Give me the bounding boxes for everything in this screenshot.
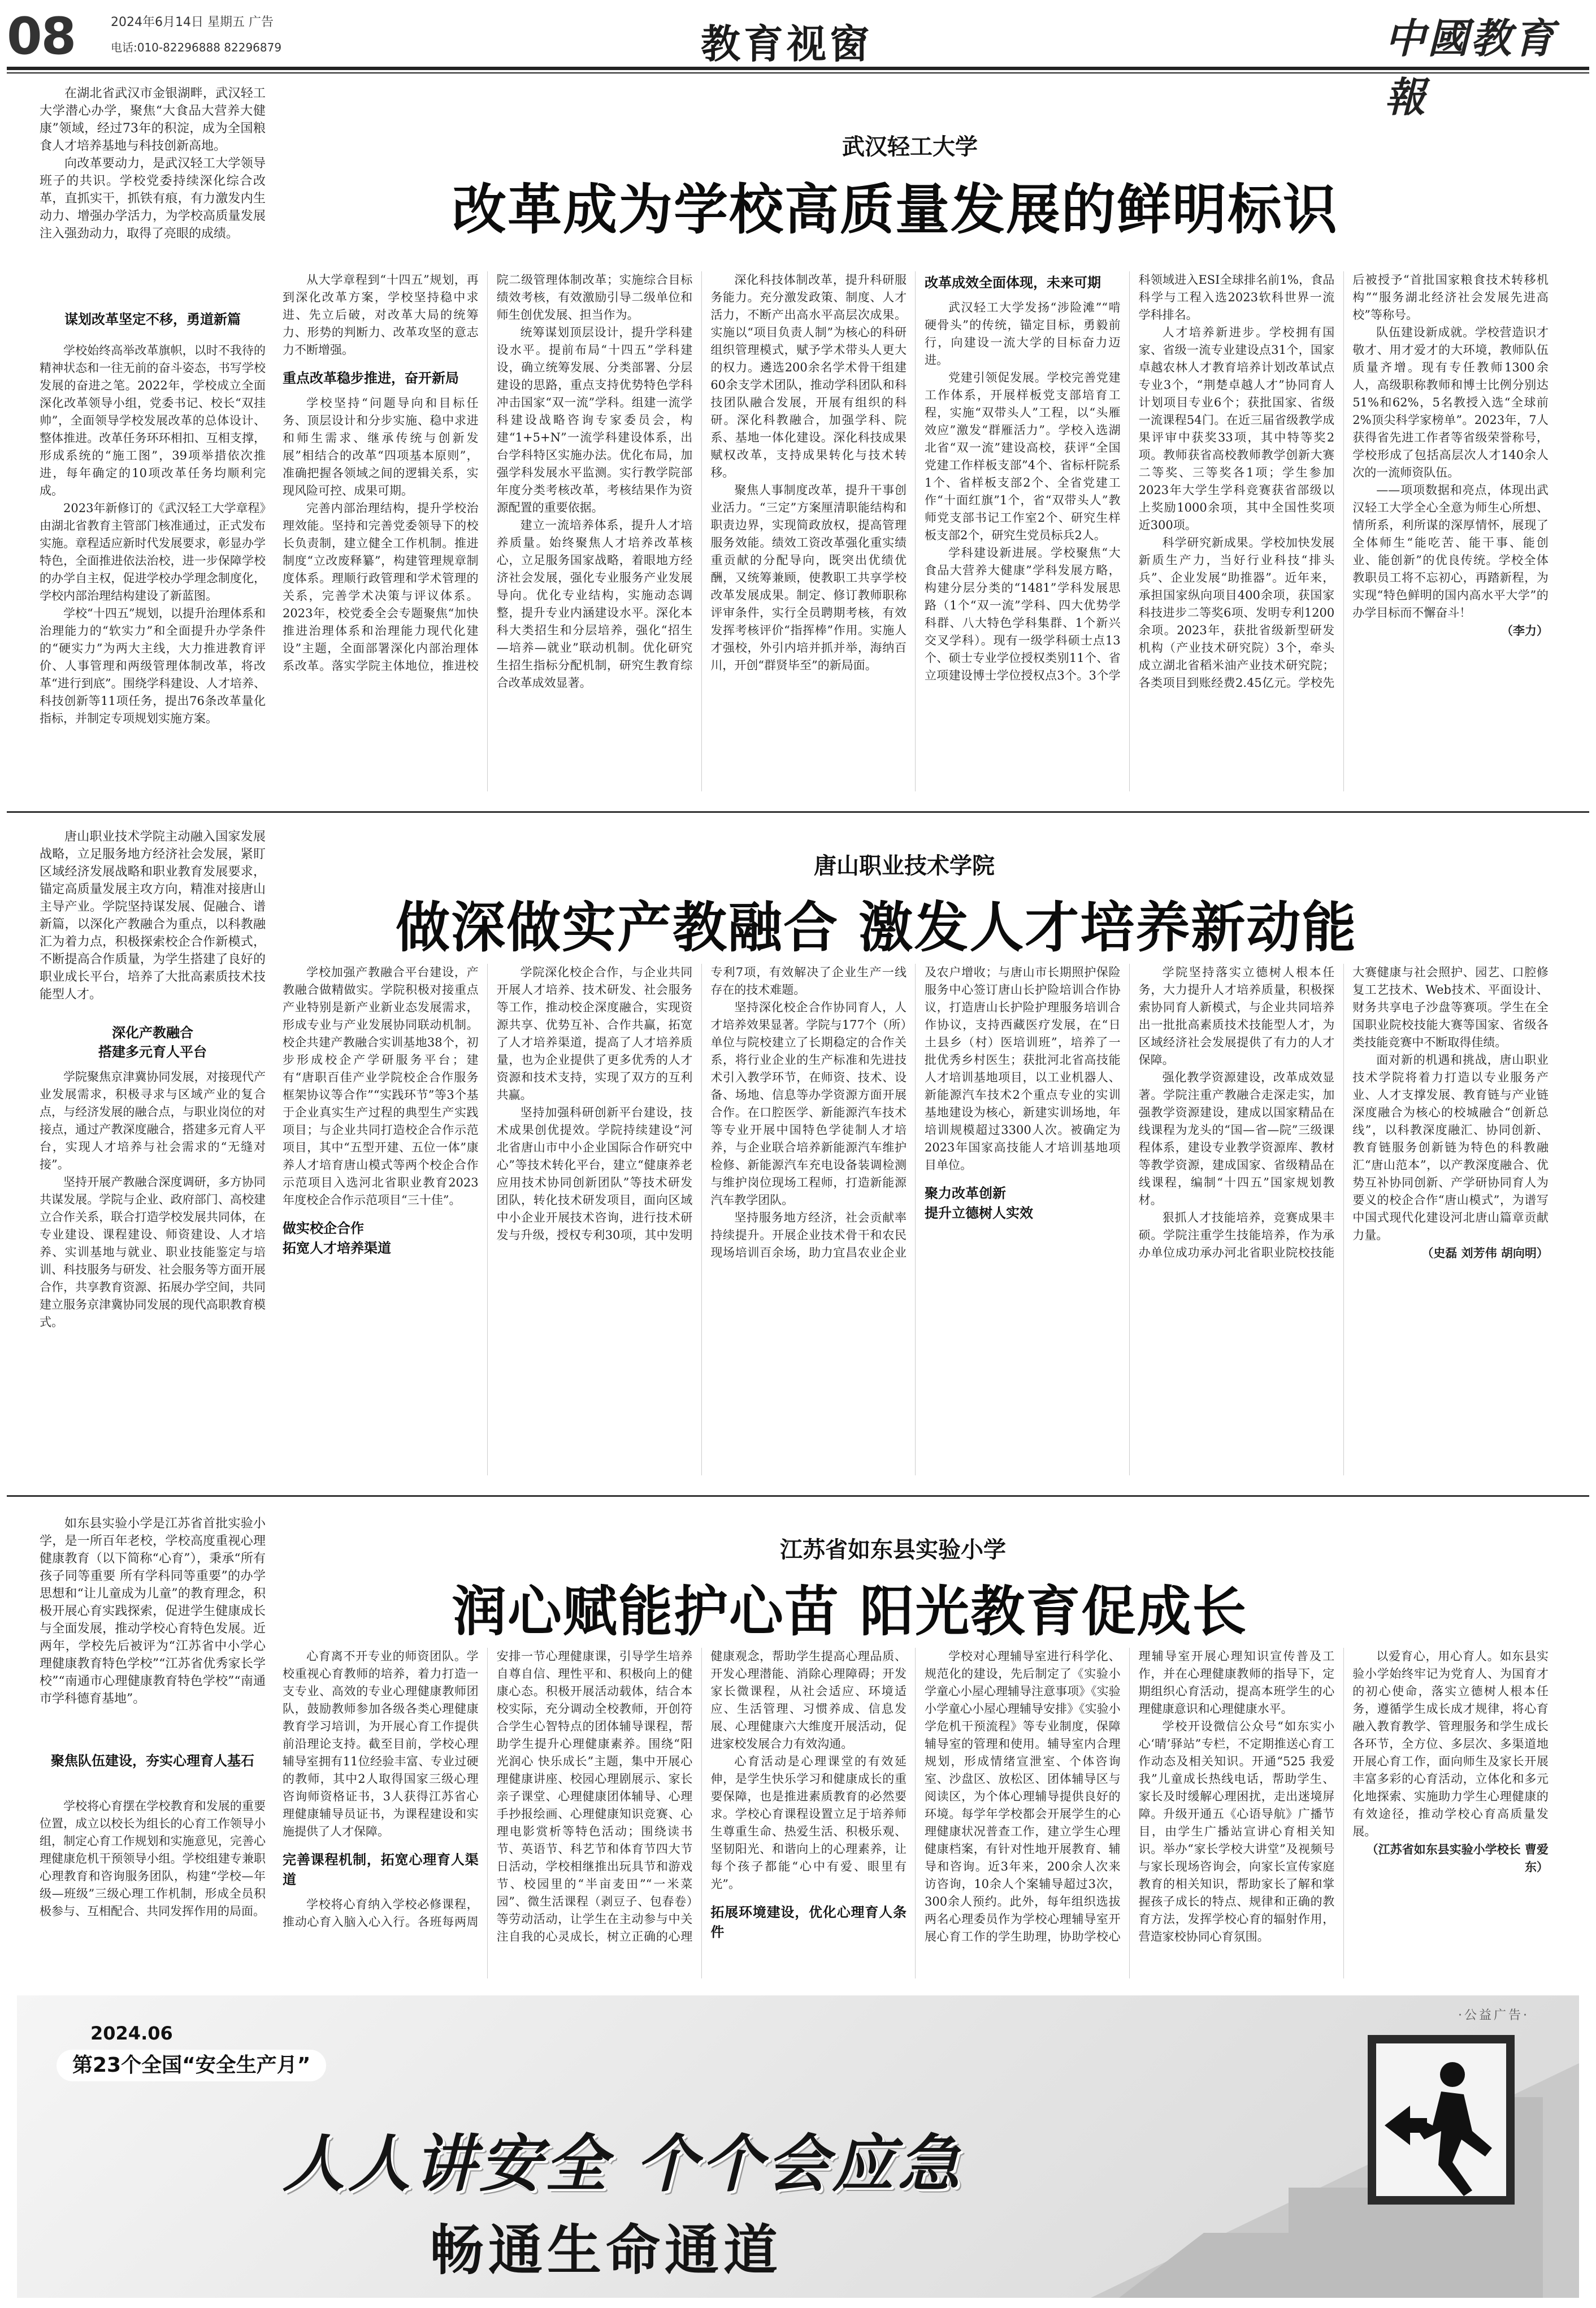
subheading: 聚力改革创新 提升立德树人实效 (924, 1185, 1033, 1221)
paragraph: 坚持加强科研创新平台建设，技术成果创优提效。学院持续建设“河北省唐山市中小企业国际合作研究中心”等技术转化平台，建立“健康养老应用技术协同创新团队”等技术研发团队，转化技术研发项目，面向区域中小企业开展技术咨询，进行技术研发与升级，授权专利30项，其中发明专利7项，有效解决了企业生产一线存在的技术难题。 (496, 965, 907, 1242)
article3-body-lead (40, 1798, 266, 1978)
article1-body (283, 271, 1549, 791)
subheading: 完善课程机制，拓宽心理育人渠道 (283, 1852, 479, 1887)
header-date: 2024年6月14日 星期五 广告 (111, 15, 274, 29)
article1-left-subhead: 谋划改革坚定不移，勇道新篇 (64, 311, 241, 327)
paragraph: 坚持开展产教融合深度调研，多方协同共谋发展。学院与企业、政府部门、高校建立合作关系，联合打造学校发展共同体，在专业建设、课程建设、师资建设、人才培养、实训基地与就业、职业技能鉴定与培训、科技服务与研发、社会服务等方面开展合作，共享教育资源、拓展办学空间，共同建立服务京津冀协同发展的现代高职教育模式。 (40, 1175, 266, 1329)
paragraph: 学校将心育摆在学校教育和发展的重要位置，成立以校长为组长的心育工作领导小组，制定心育工作规划和实施意见，完善心理健康危机干预领导小组。学校组建专兼职心理教育和咨询服务团队，构建“学校—年级—班级”三级心理工作机制，形成全员积极参与、互相配合、共同发挥作用的局面。 (40, 1799, 266, 1918)
paragraph: 建立一流培养体系，提升人才培养质量。始终聚焦人才培养改革核心，立足服务国家战略，着眼地方经济社会发展，强化专业服务产业发展导向。优化专业结构，实施动态调整，提升专业内涵建设水平。深化本科大类招生和分层培养，强化“招生—培养—就业”联动机制。优化研究生招生指标分配机制，研究生教育综合改革成效显著。 (496, 518, 693, 690)
paragraph: 学院坚持落实立德树人根本任务，大力提升人才培养质量，积极探索协同育人新模式，与企业共同培养出一批批高素质技术技能型人才，为区域经济社会发展提供了有力的人才保障。 (1138, 965, 1335, 1067)
section-title: 教育视窗 (701, 21, 873, 67)
article3-left-subhead: 聚焦队伍建设，夯实心理育人基石 (51, 1753, 254, 1769)
newspaper-masthead: 中國教育報 (1385, 14, 1557, 121)
article1-kicker: 武汉轻工大学 (842, 134, 978, 160)
paragraph: 武汉轻工大学发扬“涉险滩”“啃硬骨头”的传统，锚定目标，勇毅前行，向建设一流大学的目标奋力迈进。 (924, 301, 1121, 367)
paragraph: 坚持服务地方经济，社会贡献率持续提升。开展企业技术骨干和农民现场培训百余场，助力宜昌农业企业及农户增收；与唐山市长期照护保险服务中心签订唐山长护险培训合作协议，打造唐山长护险护理服务培训合作协议，支持西藏医疗发展，在“日土县乡（村）医培训班”，培养了一批优秀乡村医生；获批河北省高技能人才培训基地项目，以工业机器人、新能源汽车技术2个重点专业的实训基地建设为核心，新建实训场地，年培训规模超过3300人次。被确定为2023年国家高技能人才培训基地项目单位。 (710, 965, 1121, 1259)
paragraph: 学校坚持“问题导向和目标任务、顶层设计和分步实施、稳中求进和师生需求、继承传统与创新发展”相结合的改革“四项基本原则”，准确把握各领域之间的逻辑关系，实现风险可控、成果可期。 (283, 396, 479, 497)
paragraph: 深化科技体制改革，提升科研服务能力。充分激发政策、制度、人才活力，不断产出高水平高层次成果。实施以“项目负责人制”为核心的科研组织管理模式，赋予学术带头人更大的权力。遴选200余名学术骨干组建60余支学术团队，推动学科团队和科技团队融合发展，开展有组织的科研。深化科教融合，加强学科、院系、基地一体化建设。深化科技成果赋权改革，支持成果转化与技术转移。 (710, 273, 907, 479)
paragraph: 2023年新修订的《武汉轻工大学章程》由湖北省教育主管部门核准通过，正式发布实施。章程适应新时代发展要求，彰显办学特色，全面推进依法治校，进一步保障学校的办学自主权，促进学校办学理念制度化，学校内部治理结构建设了新蓝图。 (40, 501, 266, 603)
subheading: 做实校企合作 拓宽人才培养渠道 (283, 1220, 391, 1256)
paragraph: 学校对心理辅导室进行科学化、规范化的建设，先后制定了《实验小学童心小屋心理辅导注意事项》《实验小学童心小屋心理辅导安排》《实验小学危机干预流程》等专业制度，保障辅导室的管理和使用。辅导室内合理规划，形成情绪宣泄室、个体咨询室、沙盘区、放松区、团体辅导区与阅读区，为个体心理辅导提供良好的环境。每学年学校都会开展学生的心理健康状况普查工作，建立学生心理健康档案，有针对性地开展教育、辅导和咨询。近3年来，200余人次来访咨询，10余人个案辅导超过3次，300余人预约。此外，每年组织选拔两名心理委员作为学校心理辅导室开展心育工作的学生助理，协助学校心理辅导室开展心理知识宣传普及工作，并在心理健康教师的指导下，定期组织心育活动，提高本班学生的心理健康意识和心理健康水平。 (924, 1649, 1335, 1943)
header-rule-thin (7, 72, 1589, 73)
header-phone: 电话:010-82296888 82296879 (111, 41, 282, 54)
subheading: 拓展环境建设，优化心理育人条件 (710, 1904, 907, 1940)
article2-body (283, 964, 1549, 1475)
paragraph: 学校“十四五”规划，以提升治理体系和治理能力的“软实力”和全面提升办学条件的“硬实力”为两大主线，大力推进教育评价、人事管理和两级管理体制改革，将改革“进行到底”。围绕学科建设、人才培养、科技创新等11项任务，提出76条改革量化指标，并制定专项规划实施方案。 (40, 607, 266, 725)
paragraph: ——项项数据和亮点，体现出武汉轻工大学全心全意为师生心所想、情所系，利所谋的深厚情怀，展现了全体师生“能吃苦、能干事、能创业、能创新”的优良传统。学校全体教职员工将不忘初心，再踏新程，为实现“特色鲜明的国内高水平大学”的办学目标而不懈奋斗！ (1352, 483, 1549, 620)
paragraph: 队伍建设新成就。学校营造识才敬才、用才爱才的大环境，教师队伍质量齐增。现有专任教师1300余人，高级职称教师和博士比例分别达51%和62%，5名教授入选“全球前2%顶尖科学家榜单”。2023年，7人获得省先进工作者等省级荣誉称号，学校形成了包括高层次人才140余人次的一流师资队伍。 (1352, 326, 1549, 479)
article2-intro: 唐山职业技术学院主动融入国家发展战略，立足服务地方经济社会发展，紧盯区域经济发展战略和职业教育发展要求，锚定高质量发展主攻方向，精准对接唐山主导产业。学院坚持谋发展、促融合、谱新篇，以深化产教融合为重点，以科教融汇为着力点，积极探索校企合作新模式，不断提高合作质量，为学生搭建了良好的职业成长平台，培养了大批高素质技术技能型人才。 (40, 830, 266, 1002)
article1-body-lead (40, 342, 266, 794)
article3-body (283, 1648, 1549, 1978)
page-number: 08 (7, 7, 76, 66)
article3-kicker: 江苏省如东县实验小学 (780, 1537, 1006, 1563)
article-divider (7, 1495, 1589, 1497)
byline: （江苏省如东县实验小学校长 曹爱东） (1366, 1842, 1549, 1874)
article2-headline: 做深做实产教融合 激发人才培养新动能 (396, 895, 1358, 959)
paragraph: 以爱育心，用心育人。如东县实验小学始终牢记为党育人、为国育才的初心使命，落实立德树人根本任务，遵循学生成长成才规律，将心育融入教育教学、管理服务和学生成长各环节，全方位、多层次、多渠道地开展心育工作，面向师生及家长开展丰富多彩的心育活动，立体化和多元化地探索、实施助力学生心理健康的有效途径，推动学校心育高质量发展。 (1352, 1649, 1549, 1838)
paragraph: 党建引领促发展。学校完善党建工作体系，开展样板党支部培育工程，实施“双带头人”工程，以“头雁效应”激发“群雁活力”。学校入选湖北省“双一流”建设高校，获评“全国党建工作样板支部”4个、省标杆院系1个、省样板支部2个、全省党建工作“十面红旗”1个，省“双带头人”教师党支部书记工作室2个、研究生样板支部2个，研究生党员标兵2人。 (924, 371, 1121, 542)
paragraph: 心育活动是心理课堂的有效延伸，是学生快乐学习和健康成长的重要保障，也是推进素质教育的必然要求。学校心育课程设置立足于培养师生尊重生命、热爱生活、积极乐观、坚韧阳光、和谐向上的心理素养，让每个孩子都能“心中有爱、眼里有光”。 (710, 1755, 907, 1891)
paragraph: 学校开设微信公众号“如东实小心‘晴’驿站”专栏，不定期推送心育工作动态及相关知识。开通“525 我爱我”儿童成长热线电话，帮助学生、家长及时缓解心理困扰，走出迷境屏障。升级开通五《心语导航》广播节目，由学生广播站宣讲心育相关知识。举办“家长学校大讲堂”及视频号与家长现场咨询会，向家长宣传家庭教育的相关知识，帮助家长了解和掌握孩子成长的特点、规律和正确的教育方法，发挥学校心育的辐射作用，营造家校协同心育氛围。 (1138, 1720, 1335, 1943)
ad-slogan-main: 人人讲安全 个个会应急 (283, 2128, 964, 2200)
paragraph: 坚持深化校企合作协同育人，人才培养效果显著。学院与177个（所）单位与院校建立了长期稳定的合作关系，将行业企业的生产标准和先进技术引入教学环节，在师资、技术、设备、场地、信息等办学资源方面开展合作。在口腔医学、新能源汽车技术等专业开展中国特色学徒制人才培养，与企业联合培养新能源汽车维护检修、新能源汽车充电设备装调检测与维护岗位现场工程师，打造新能源汽车教学团队。 (710, 1001, 907, 1207)
paragraph: 人才培养新进步。学校拥有国家、省级一流专业建设点31个，国家卓越农林人才教育培养计划改革试点专业3个，“荆楚卓越人才”协同育人计划项目专业6个；获批国家、省级一流课程54门。在近三届省级教学成果评审中获奖33项，其中特等奖2项。教师获省高校教师教学创新大赛二等奖、三等奖各1项；学生参加2023年大学生学科竞赛获省部级以上奖励1000余项，其中全国性奖项近300项。 (1138, 326, 1335, 532)
ad-category-tag: ·公益广告· (1458, 2008, 1529, 2023)
paragraph: 面对新的机遇和挑战，唐山职业技术学院将着力打造以专业服务产业、人才支撑发展、教育链与产业链深度融合为核心的校城融合“创新总线”，以科教深度融汇、协同创新、教育链服务创新链为特色的科教融汇“唐山范本”，以产教深度融合、优势互补协同创新、产学研协同育人为要义的校企合作“唐山模式”，为谱写中国式现代化建设河北唐山篇章贡献力量。 (1352, 1053, 1549, 1242)
paragraph: 学校将心育纳入学校必修课程，推动心育入脑入心入行。各班每两周安排一节心理健康课，引导学生培养自尊自信、理性平和、积极向上的健康心态。积极开展活动载体，结合本校实际，充分调动全校教师，开创符合学生心智特点的团体辅导课程，帮助学生提升心理健康素养。围绕“阳光润心 快乐成长”主题，集中开展心理健康讲座、校园心理剧展示、家长亲子课堂、心理健康团体辅导、心理手抄报绘画、心理健康知识竞赛、心理电影赏析等特色活动；围绕读书节、英语节、科艺节和体育节四大节日活动，学校相继推出玩具节和游戏节、校园里的“半亩麦田”“一米菜园”、微生活课程（剥豆子、包春卷）等劳动活动，让学生在主动参与中关注自我的心灵成长，树立正确的心理健康观念，帮助学生提高心理品质、开发心理潜能、消除心理障碍；开发家长微课程，从社会适应、环境适应、生活管理、习惯养成、信息发展、心理健康六大维度开展活动，促进家校发展合力有效沟通。 (283, 1649, 907, 1943)
paragraph: 学院聚焦京津冀协同发展，对接现代产业发展需求，积极寻求与区域产业的复合点，与经济发展的融合点，与职业岗位的对接点，通过产教深度融合，搭建多元育人平台，实现人才培养与社会需求的“无缝对接”。 (40, 1070, 266, 1171)
ad-month-badge: 第23个全国“安全生产月” (57, 2050, 326, 2081)
paragraph: 科学研究新成果。学校加快发展新质生产力，当好行业科技“排头兵”、企业发展“助推器”。近年来，承担国家纵向项目400余项，获国家科技进步二等奖6项、发明专利1200余项。2023年，获批省级新型研发机构（产业技术研究院）3个，牵头成立湖北省稻米油产业技术研究院；各类项目到账经费2.45亿元。学校先后被授予“首批国家粮食技术转移机构”“服务湖北经济社会发展先进高校”等称号。 (1138, 273, 1549, 690)
paragraph: 从大学章程到“十四五”规划，再到深化改革方案，学校坚持稳中求进、先立后破，对改革大局的统筹力、形势的判断力、改革攻坚的意志力不断增强。 (283, 273, 479, 357)
article3-intro: 如东县实验小学是江苏省首批实验小学，是一所百年老校，学校高度重视心理健康教育（以下简称“心育”），秉承“所有孩子同等重要 所有学科同等重要”的办学思想和“让儿童成为儿童”的教育理念，积极开展心育实践探索，促进学生健康成长与全面发展，推动学校心育特色发展。近两年，学校先后被评为“江苏省中小学心理健康教育特色学校”“江苏省优秀家长学校”“南通市心理健康教育特色学校”“南通市学科德育基地”。 (40, 1517, 266, 1706)
paragraph: 学院深化校企合作，与企业共同开展人才培养、技术研发、社会服务等工作，推动校企深度融合，实现资源共享、优势互补、合作共赢，拓宽了人才培养渠道，提高了人才培养质量，也为企业提供了更多优秀的人才资源和技术支持，实现了双方的互利共赢。 (496, 965, 693, 1102)
paragraph: 聚焦人事制度改革，提升干事创业活力。“三定”方案厘清职能结构和职责边界，实现简政放权，提高管理服务效能。绩效工资改革强化重实绩重贡献的分配导向，既突出优绩优酬，又统筹兼顾，使教职工共享学校改革发展成果。制定、修订教师职称评审条件，实行全员聘期考核，有效发挥考核评价“指挥棒”作用。实施人才强校，外引内培并抓并举，海纳百川，开创“群贤毕至”的新局面。 (710, 483, 907, 672)
paragraph: 学科建设新进展。学校聚焦“大食品大营养大健康”学科发展方略，构建分层分类的“1481”学科发展思路（1个“双一流”学科、四大优势学科群、八大特色学科集群、1个新兴交叉学科）。现有一级学科硕士点13个、硕士专业学位授权类别11个、省立项建设博士学位授权点3个。3个学科领域进入ESI全球排名前1%，食品科学与工程入选2023软科世界一流学科排名。 (924, 273, 1335, 682)
article2-left-subhead: 深化产教融合 搭建多元育人平台 (98, 1025, 207, 1060)
paragraph: 统筹谋划顶层设计，提升学科建设水平。提前布局“十四五”学科建设，确立统筹发展、分类部署、分层建设的思路，重点支持优势特色学科冲击国家“双一流”学科。组建一流学科建设战略咨询专家委员会，构建“1+5+N”一流学科建设体系，出台学科特区实施办法。优化布局，加强学科发展水平监测。实行教学院部年度分类考核改革，考核结果作为资源配置的重要依据。 (496, 326, 693, 514)
paragraph: 心育离不开专业的师资团队。学校重视心育教师的培养，着力打造一支专业、高效的专业心理健康教师团队，鼓励教师参加各级各类心理健康教育学习培训，为开展心育工作提供前沿理论支持。截至目前，学校心理辅导室拥有11位经验丰富、专业过硬的教师，其中2人取得国家三级心理咨询师资格证书，3人获得江苏省心理健康辅导员证书，为课程建设和实施提供了人才保障。 (283, 1649, 479, 1838)
header-rule (7, 67, 1589, 70)
subheading: 重点改革稳步推进，奋开新局 (283, 370, 459, 386)
article-divider (7, 811, 1589, 813)
paragraph: 学校加强产教融合平台建设，产教融合做精做实。学院积极对接重点产业特别是新产业新业态发展需求，形成专业与产业发展协同联动机制。校企共建产教融合实训基地38个，初步形成校企产学研服务平台；建有“唐职百佳产业学院校企合作服务框架协议等合作”“实践环节”等3个基于企业真实生产过程的典型生产实践项目；与企业共同打造校企合作示范项目，其中“五型开建、五位一体”康养人才培育唐山模式等两个校企合作示范项目入选河北省职业教育2023年度校企合作示范项目“三十佳”。 (283, 965, 479, 1207)
paragraph: 学校始终高举改革旗帜，以时不我待的精神状态和一往无前的奋斗姿态，书写学校发展的奋进之笔。2022年，学校成立全面深化改革领导小组，党委书记、校长“双挂帅”，全面领导学校发展改革的总体设计、整体推进。改革任务环环相扣、互相支撑，形成系统的“施工图”，39项举措依次推进，每年确定的10项改革任务均顺利完成。 (40, 344, 266, 497)
article1-intro: 在湖北省武汉市金银湖畔，武汉轻工大学潜心办学，聚焦“大食品大营养大健康”领域，经过73年的积淀，成为全国粮食人才培养基地与科技创新高地。 向改革要动力，是武汉轻工大学领导班子的共识。学校党委持续深化综合改革，直抓实干，抓铁有痕，有力激发内生动力、增强办学活力，为学校高质量发展注入强劲动力，取得了亮眼的成绩。 (40, 86, 266, 241)
byline: （李力） (1500, 623, 1549, 638)
paragraph: 狠抓人才技能培养，竞赛成果丰硕。学院注重学生技能培养，作为承办单位成功承办河北省职业院校技能大赛健康与社会照护、园艺、口腔修复工艺技术、Web技术、平面设计、财务共享电子沙盘等赛项。学生在全国职业院校技能大赛等国家、省级各类技能竞赛中不断取得佳绩。 (1138, 965, 1549, 1259)
article1-headline: 改革成为学校高质量发展的鲜明标识 (452, 177, 1338, 241)
paragraph: 完善内部治理结构，提升学校治理效能。坚持和完善党委领导下的校长负责制，建立健全工作机制。推进制度“立改废释纂”，构建管理规章制度体系。理顺行政管理和学术管理的关系，完善学术决策与评议体系。2023年，校党委全会专题聚焦“加快推进治理体系和治理能力现代化建设”主题，全面部署深化内部治理体系改革。落实学院主体地位，推进校院二级管理体制改革；实施综合目标绩效考核，有效激励引导二级单位和师生创优发展、担当作为。 (283, 273, 693, 673)
paragraph: 强化教学资源建设，改革成效显著。学院注重产教融合走深走实，加强教学资源建设，建成以国家精品在线课程为龙头的“国—省—院”三级课程体系，建设专业教学资源库、教材等教学资源，建成国家、省级精品在线课程，编制“十四五”国家规划教材。 (1138, 1071, 1335, 1207)
ad-slogan-sub: 畅通生命通道 (430, 2219, 782, 2282)
article3-headline: 润心赋能护心苗 阳光教育促成长 (452, 1579, 1248, 1643)
subheading: 改革成效全面体现，未来可期 (924, 275, 1101, 291)
article2-body-lead (40, 1068, 266, 1475)
article2-kicker: 唐山职业技术学院 (814, 853, 995, 879)
byline: （史磊 刘芳伟 胡向明） (1421, 1246, 1549, 1260)
ad-date: 2024.06 (90, 2023, 173, 2044)
